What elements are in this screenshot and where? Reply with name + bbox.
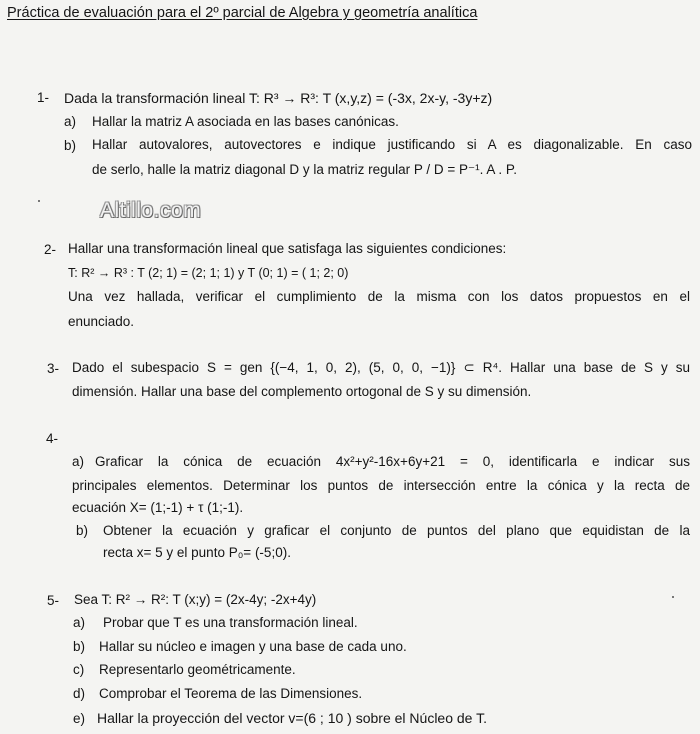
q5-item-label: b) xyxy=(73,639,86,654)
q1-number: 1- xyxy=(37,90,50,105)
q3-line2: dimensión. Hallar una base del complemento ortogonal de S y su dimensión. xyxy=(72,384,532,399)
q4-b-line1: Obtener la ecuación y graficar el conjunto de puntos del plano que equidistan de la xyxy=(103,523,690,538)
q4-a-line3: ecuación X= (1;-1) + τ (1;-1). xyxy=(72,500,244,515)
q4-b-line2: recta x= 5 y el punto P₀= (-5;0). xyxy=(103,545,291,560)
q1-b-text-line1: Hallar autovalores, autovectores e indique justificando si A es diagonalizable. En caso xyxy=(92,137,692,152)
q2-line4: enunciado. xyxy=(68,314,135,329)
scan-speck xyxy=(38,200,40,202)
q1-a-text: Hallar la matriz A asociada en las bases canónicas. xyxy=(92,114,399,129)
q5-item-text: Hallar su núcleo e imagen y una base de cada uno. xyxy=(99,639,407,654)
q5-item-label: d) xyxy=(73,686,86,701)
q4-a-line2: principales elementos. Determinar los puntos de intersección entre la cónica y la recta de xyxy=(72,478,690,493)
q5-item-label: c) xyxy=(73,662,85,677)
q4-b-label: b) xyxy=(76,523,89,538)
q1-statement: Dada la transformación lineal T: R³ → R³: T (x,y,z) = (-3x, 2x-y, -3y+z) xyxy=(64,90,493,106)
q1-a-label: a) xyxy=(64,114,77,129)
q2-number: 2- xyxy=(44,242,57,257)
watermark-logo: Altillo.com xyxy=(100,199,202,222)
q4-number: 4- xyxy=(46,431,59,446)
q5-item-text: Hallar la proyección del vector v=(6 ; 10 ) sobre el Núcleo de T. xyxy=(97,710,487,726)
q5-number: 5- xyxy=(47,593,60,608)
q3-line1: Dado el subespacio S = gen {(−4, 1, 0, 2), (5, 0, 0, −1)} ⊂ R⁴. Hallar una base de S y su xyxy=(72,360,690,375)
q5-item-text: Probar que T es una transformación lineal. xyxy=(103,615,358,630)
scan-speck xyxy=(672,596,674,598)
q4-a-label: a) xyxy=(72,454,85,469)
q2-line1: Hallar una transformación lineal que satisfaga las siguientes condiciones: xyxy=(68,241,507,256)
q3-number: 3- xyxy=(47,361,60,376)
q2-line3: Una vez hallada, verificar el cumplimiento de la misma con los datos propuestos en el xyxy=(68,289,690,304)
q5-item-text: Representarlo geométricamente. xyxy=(99,662,296,677)
q5-item-label: e) xyxy=(73,711,86,726)
q5-item-text: Comprobar el Teorema de las Dimensiones. xyxy=(99,686,363,701)
q1-b-text-line2: de serlo, halle la matriz diagonal D y la matriz regular P / D = P⁻¹. A . P. xyxy=(92,162,517,177)
q1-b-label: b) xyxy=(64,138,77,153)
q2-line2: T: R² → R³ : T (2; 1) = (2; 1; 1) y T (0; 1) = ( 1; 2; 0) xyxy=(68,266,349,280)
page-title: Práctica de evaluación para el 2º parcial de Algebra y geometría analítica xyxy=(7,5,478,21)
q4-a-line1: Graficar la cónica de ecuación 4x²+y²-16x+6y+21 = 0, identificarla e indicar sus xyxy=(95,454,690,469)
q5-statement: Sea T: R² → R²: T (x;y) = (2x-4y; -2x+4y) xyxy=(74,592,317,607)
q5-item-label: a) xyxy=(73,615,86,630)
